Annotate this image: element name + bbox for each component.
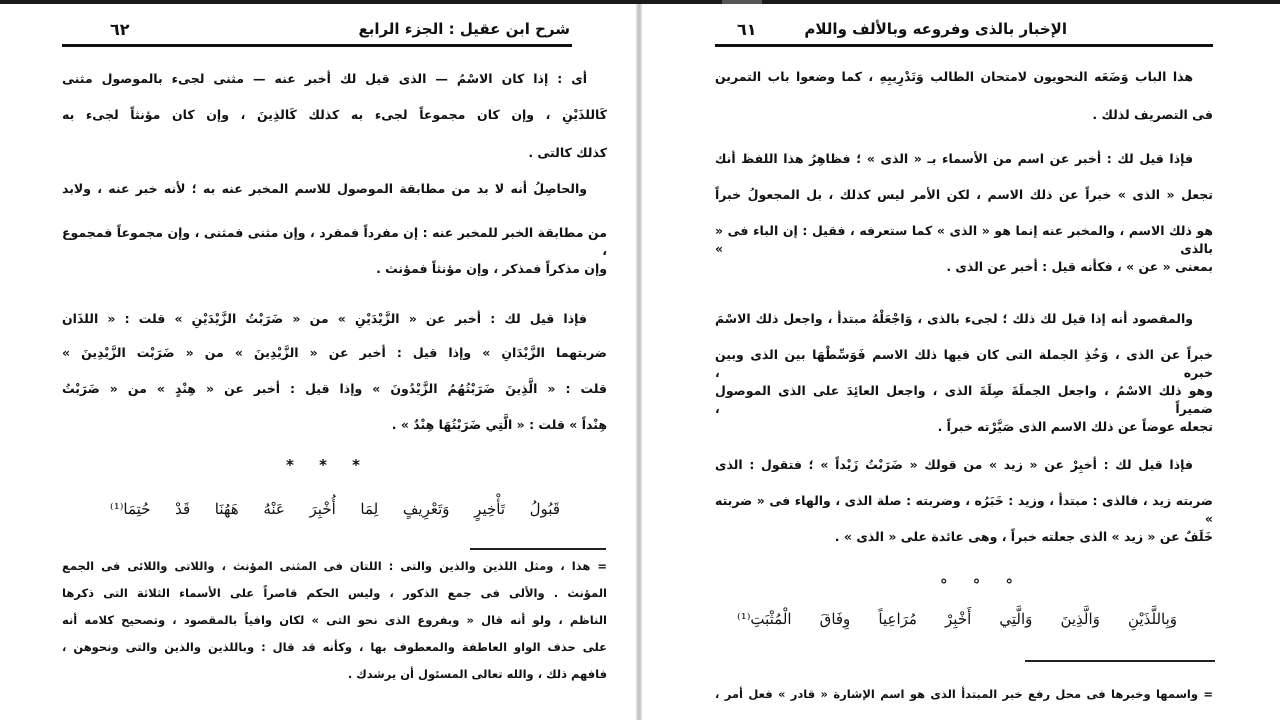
verse-line: وَبِاللَّذَيْنِ وَالَّذِينَ وَالَّتِي أَخْبِرْ مُرَاعِياً وِفَاقَ الْمُثْبَتِ⁽¹⁾ <box>737 610 1177 628</box>
right-page <box>642 4 1280 720</box>
body-text-line: خَلَفٌ عن « زيد » الذى جعلته خبراً ، وهى عائدة على « الذى » . <box>834 529 1213 544</box>
body-text-line: والمقصود أنه إذا قيل لك ذلك ؛ لجىء بالذى ، وَاجْعَلْهُ مبتدأ ، واجعل ذلك الاسْمَ <box>715 311 1193 326</box>
section-separator: ° ° ° <box>940 576 1023 594</box>
left-page-header <box>70 12 570 46</box>
verse-line: قَبُولُ تَأْخِيرٍ وَتَعْرِيفٍ لِمَا أُخْبِرَ عَنْهُ هَهُنَا قَدْ حُتِمَا⁽¹⁾ <box>110 500 560 518</box>
body-text-line: ضربته زيد ، فالذى : مبتدأ ، وزيد : خَبَرُه ، وضربته : صلة الذى ، والهاء فى « ضربته » <box>715 493 1213 526</box>
right-header-rule <box>715 44 1213 47</box>
body-text-line: كَاللذَيْنِ ، وإن كان مجموعاً لجىء به كذلك كَالذِينَ ، وإن كان مؤنثاً لجىء به <box>62 107 607 122</box>
right-header-title: الإخبار بالذى وفروعه وبالألف واللام <box>804 20 1067 38</box>
footnote-line: المؤنث . والألى فى جمع الذكور ، وليس الحكم قاصراً على الأسماء الثلاثة التى ذكرها <box>62 586 607 600</box>
body-text-line: هِنْداً » قلت : « الَّتِي ضَرَبْتُهَا هِنْدٌ » . <box>391 417 607 432</box>
footnote-line: على حذف الواو العاطفة والمعطوف بها ، وكأنه قد قال : وباللذين والذين والتى ونحوهن ، <box>62 640 607 654</box>
left-header-rule <box>62 44 572 47</box>
footnote-line: الناظم ، ولو أنه قال « وبفروع الذى نحو التى » لكان وافياً بالمقصود ، وتصحيح كلامه أنه <box>62 613 607 627</box>
body-text-line: قلت : « الَّذِينَ ضَرَبْتُهُمُ الزَّيْدُونَ » وإذا قيل : أخبر عن « هِنْدٍ » من « ضَرَبْتُ <box>62 381 607 396</box>
body-text-line: والحاصِلُ أنه لا بد من مطابقة الموصول للاسم المخبر عنه به ؛ لأنه خبر عنه ، ولابد <box>62 181 587 196</box>
body-text-line: هذا الباب وَضَعَه النحويون لامتحان الطالب وَتَدْرِيبِهِ ، كما وضعوا باب التمرين <box>715 69 1193 84</box>
body-text-line: وإن مذكراً فمذكر ، وإن مؤنثاً فمؤنث . <box>376 261 607 276</box>
body-text-line: فإذا قيل لك : أخبر عن اسم من الأسماء بـ « الذى » ؛ فظاهِرُ هذا اللفظ أنك <box>715 151 1193 166</box>
footnote-line: = هذا ، ومثل اللذين والذين والتى : اللتان فى المثنى المؤنث ، واللاتى واللائى فى الجمع <box>62 559 607 573</box>
body-text-line: كذلك كالتى . <box>528 145 607 160</box>
footnote-rule <box>1025 660 1215 662</box>
left-page <box>0 4 636 720</box>
body-text-line: فإذا قيل لك : أخبِرْ عن « زيد » من قولك « ضَرَبْتُ زَيْداً » ؛ فتقول : الذى <box>715 457 1193 472</box>
body-text-line: وهو ذلك الاسْمُ ، واجعل الجملَةَ صِلَةَ الذى ، واجعل العائِدَ على الذى الموصول ضميراً ، <box>715 383 1213 416</box>
footnote-line: = واسمها وخبرها فى محل رفع خبر المبتدأ الذى هو اسم الإشارة « قادر » فعل أمر ، <box>715 687 1213 701</box>
right-page-number: ٦١ <box>737 19 757 39</box>
body-text-line: بمعنى « عن » ، فكأنه قيل : أخبر عن الذى . <box>946 259 1213 274</box>
body-text-line: هو ذلك الاسم ، والمخبر عنه إنما هو « الذى » كما ستعرفه ، فقيل : إن الباء فى « بالذى » <box>715 223 1213 256</box>
footnote-rule <box>470 548 606 550</box>
left-header-title: شرح ابن عقيل : الجزء الرابع <box>358 20 570 38</box>
footnote-line: فافهم ذلك ، والله تعالى المسئول أن يرشدك . <box>347 667 607 681</box>
body-text-line: من مطابقة الخبر للمخبر عنه : إن مفرداً فمفرد ، وإن مثنى فمثنى ، وإن مجموعاً فمجموع ، <box>62 225 607 258</box>
body-text-line: أى : إذا كان الاسْمُ — الذى قيل لك أخبر عنه — مثنى لجىء بالموصول مثنى <box>62 71 587 86</box>
left-page-number: ٦٢ <box>110 19 130 39</box>
right-page-header <box>737 12 1067 46</box>
body-text-line: ضربتهما الزَّيْدَانِ » وإذا قيل : أخبر عن « الزَّيْدِينَ » من « ضَرَبْت الزَّيْدِينَ » <box>62 345 607 360</box>
body-text-line: خبراً عن الذى ، وَخُذِ الجملة التى كان فيها ذلك الاسم فَوَسِّطْهَا بين الذى وبين خبره ، <box>715 347 1213 380</box>
body-text-line: فإذا قيل لك : أخبر عن « الزَّيْدَيْنِ » من « ضَرَبْتُ الزَّيْدَيْنِ » قلت : « اللذَان <box>62 311 587 326</box>
body-text-line: تجعله عوضاً عن ذلك الاسم الذى صَيَّرْته خبراً . <box>937 419 1213 434</box>
section-separator: * * * <box>286 456 370 474</box>
body-text-line: فى التصريف لذلك . <box>1092 107 1213 122</box>
body-text-line: تجعل « الذى » خبراً عن ذلك الاسم ، لكن الأمر ليس كذلك ، بل المجعولُ خبراً <box>715 187 1213 202</box>
